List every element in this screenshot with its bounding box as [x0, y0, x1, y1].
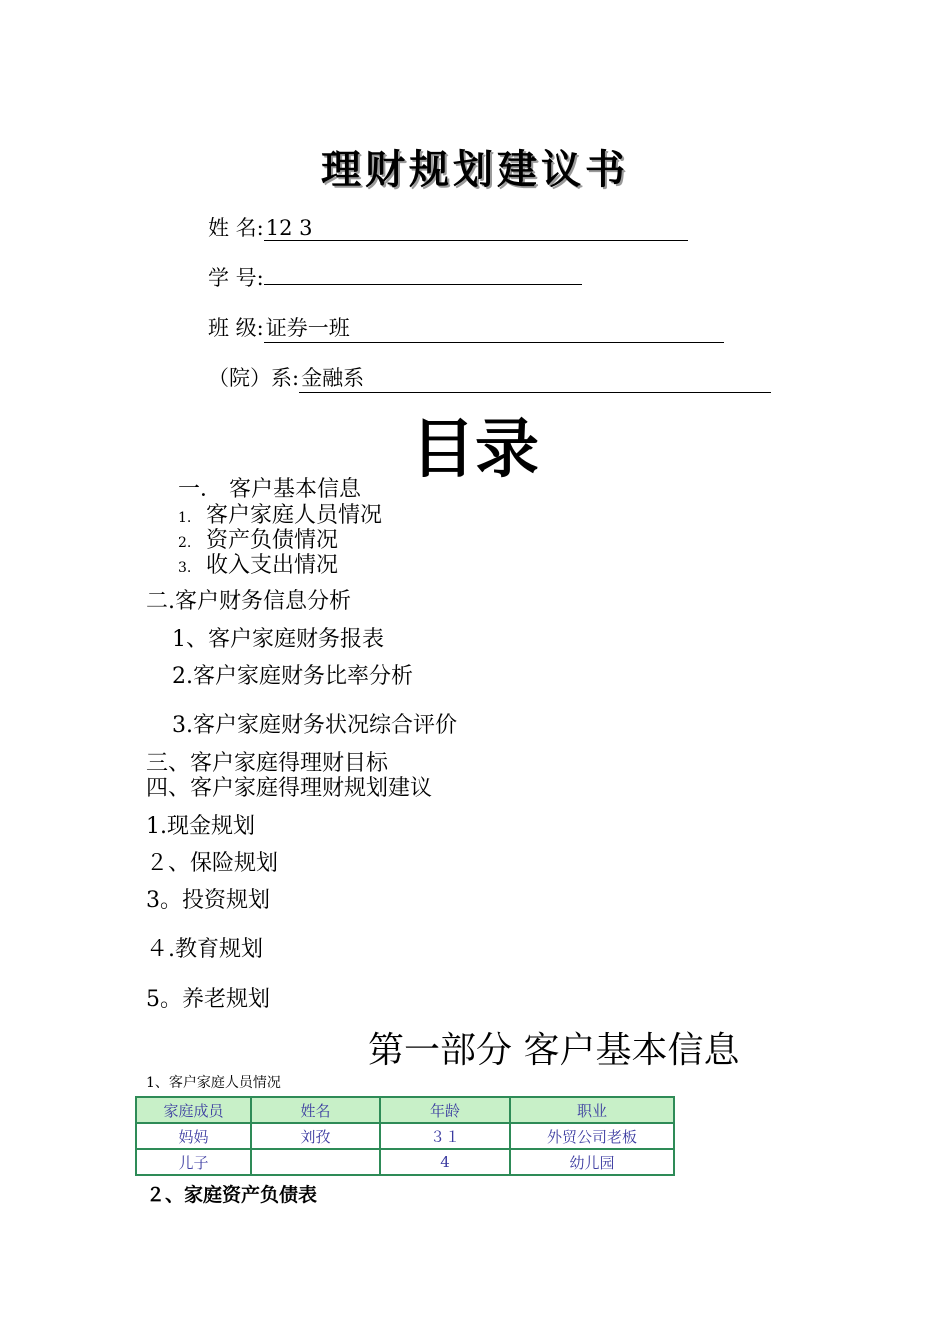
- department-value: 金融系: [299, 362, 771, 393]
- class-field: [208, 312, 724, 343]
- toc-item: ４.教育规划: [146, 937, 263, 962]
- table-caption: 1、客户家庭人员情况: [146, 1075, 281, 1091]
- table-header-cell: 年龄: [380, 1097, 510, 1123]
- name-value: 12 3: [264, 216, 688, 241]
- toc-item: 1.现金规划: [146, 814, 255, 839]
- student-id-label: 学 号:: [208, 266, 264, 290]
- toc-title: 目录: [411, 413, 539, 487]
- student-id-value: [264, 262, 582, 285]
- balance-sheet-heading: ２、家庭资产负债表: [146, 1184, 318, 1206]
- student-id-field: [208, 262, 582, 292]
- department-field: [208, 362, 771, 393]
- table-cell: 4: [380, 1149, 510, 1175]
- toc-item: 1、客户家庭财务报表: [172, 627, 384, 652]
- table-cell: 外贸公司老板: [510, 1123, 674, 1149]
- table-row: [136, 1149, 674, 1175]
- table-header-row: [136, 1097, 674, 1123]
- department-label: （院）系:: [208, 366, 300, 390]
- table-cell: 儿子: [136, 1149, 251, 1175]
- toc-item: 四、客户家庭得理财规划建议: [146, 776, 433, 801]
- table-row: [136, 1123, 674, 1149]
- table-cell: 妈妈: [136, 1123, 251, 1149]
- toc-item: 1. 客户家庭人员情况: [178, 503, 383, 528]
- table-cell: ３１: [380, 1123, 510, 1149]
- toc-item: 一． 客户基本信息: [178, 477, 361, 502]
- toc-item: 2. 资产负债情况: [178, 528, 339, 553]
- toc-item: ２、保险规划: [146, 851, 279, 876]
- toc-item: 三、客户家庭得理财目标: [146, 751, 389, 776]
- table-cell: [251, 1149, 380, 1175]
- section-title: 第一部分 客户基本信息: [368, 1030, 740, 1071]
- name-field: [208, 212, 688, 242]
- name-label: 姓 名:: [208, 216, 264, 240]
- table-header-cell: 姓名: [251, 1097, 380, 1123]
- document-title: 理财规划建议书: [321, 147, 629, 193]
- table-cell: 刘孜: [251, 1123, 380, 1149]
- toc-item: 5。养老规划: [146, 987, 270, 1012]
- table-cell: 幼儿园: [510, 1149, 674, 1175]
- table-header-cell: 职业: [510, 1097, 674, 1123]
- class-value: 证券一班: [264, 312, 724, 343]
- class-label: 班 级:: [208, 316, 264, 340]
- family-members-table: [135, 1096, 675, 1176]
- toc-item: 二.客户财务信息分析: [146, 589, 351, 614]
- toc-item: 3。投资规划: [146, 888, 270, 913]
- toc-item: 3. 收入支出情况: [178, 553, 339, 578]
- toc-item: 2.客户家庭财务比率分析: [172, 664, 413, 689]
- toc-item: 3.客户家庭财务状况综合评价: [172, 713, 457, 738]
- table-header-cell: 家庭成员: [136, 1097, 251, 1123]
